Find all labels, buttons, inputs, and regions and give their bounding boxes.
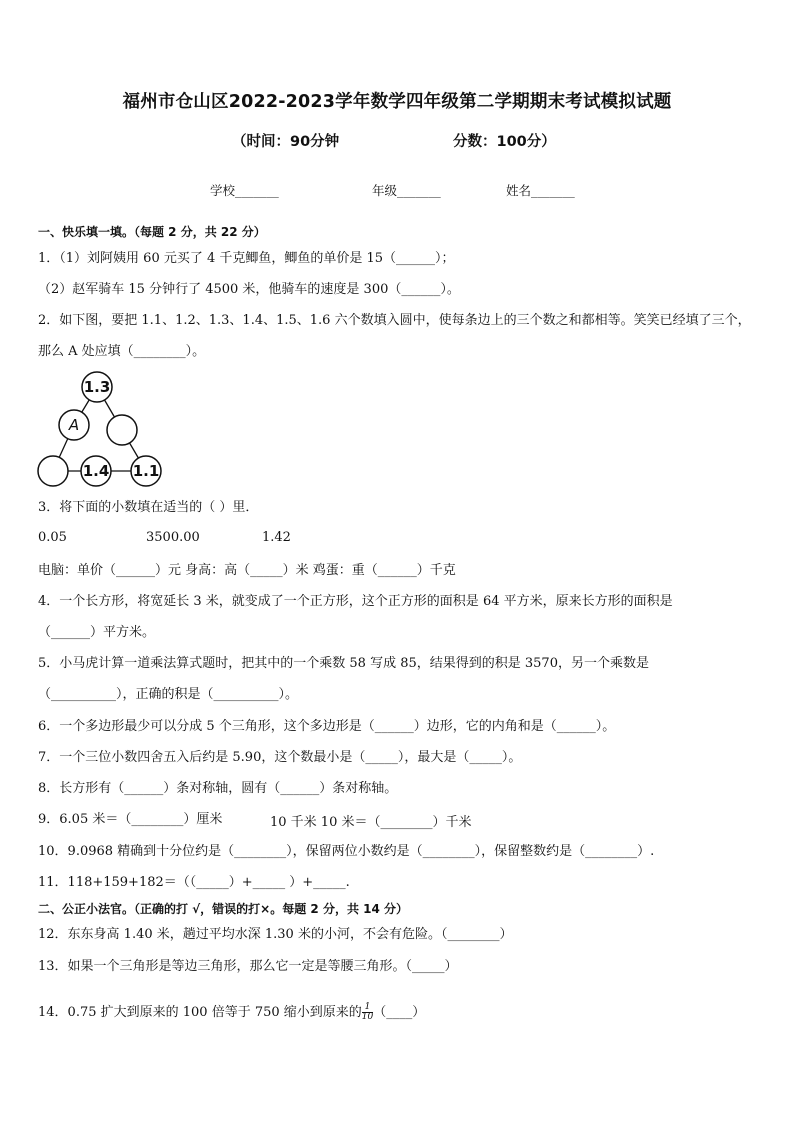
question-12: 12．东东身高 1.40 米，趟过平均水深 1.30 米的小河，不会有危险。（________） bbox=[38, 927, 513, 942]
name-field[interactable]: 姓名_______ bbox=[506, 183, 575, 198]
question-9b: 10 千米 10 米＝（________）千米 bbox=[270, 815, 472, 830]
question-14 bbox=[38, 1003, 425, 1022]
question-4a: 4．一个长方形，将宽延长 3 米，就变成了一个正方形，这个正方形的面积是 64 平方米，原来长方形的面积是 bbox=[38, 594, 673, 609]
grade-field[interactable]: 年级_______ bbox=[372, 183, 441, 198]
fraction-denominator: 10 bbox=[361, 1012, 374, 1022]
question-1a: 1．（1）刘阿姨用 60 元买了 4 千克鲫鱼，鲫鱼的单价是 15（______）； bbox=[38, 251, 455, 266]
question-5b: （__________），正确的积是（__________）。 bbox=[38, 687, 299, 702]
question-2a: 2．如下图，要把 1.1、1.2、1.3、1.4、1.5、1.6 六个数填入圆中，使每条边上的三个数之和都相等。笑笑已经填了三个， bbox=[38, 313, 751, 328]
exam-time: （时间：90分钟 bbox=[232, 134, 340, 150]
fraction-numerator: 1 bbox=[362, 1003, 373, 1013]
question-1b: （2）赵军骑车 15 分钟行了 4500 米，他骑车的速度是 300（______）。 bbox=[38, 282, 460, 297]
question-11: 11．118+159+182＝（（_____）+_____ ）+_____. bbox=[38, 875, 350, 890]
circle-mid-right[interactable] bbox=[107, 415, 137, 445]
label-bottom-mid: 1.4 bbox=[82, 462, 110, 480]
question-10: 10．9.0968 精确到十分位约是（________），保留两位小数约是（________），保留整数约是（________）. bbox=[38, 844, 655, 859]
q3-number-1: 0.05 bbox=[38, 530, 67, 545]
q3-number-2: 3500.00 bbox=[146, 530, 200, 545]
fraction-one-tenth bbox=[362, 1003, 373, 1022]
question-5a: 5．小马虎计算一道乘法算式题时，把其中的一个乘数 58 写成 85，结果得到的积是 3570，另一个乘数是 bbox=[38, 656, 649, 671]
triangle-circle-figure bbox=[36, 370, 166, 490]
question-4b: （______）平方米。 bbox=[38, 625, 156, 640]
question-8: 8．长方形有（______）条对称轴，圆有（______）条对称轴。 bbox=[38, 781, 398, 796]
page-title: 福州市仓山区2022-2023学年数学四年级第二学期期末考试模拟试题 bbox=[122, 92, 672, 112]
label-bottom-right: 1.1 bbox=[132, 462, 160, 480]
circle-bottom-left[interactable] bbox=[38, 456, 68, 486]
question-13: 13．如果一个三角形是等边三角形，那么它一定是等腰三角形。（_____） bbox=[38, 959, 458, 974]
q3-number-3: 1.42 bbox=[262, 530, 291, 545]
question-7: 7．一个三位小数四舍五入后约是 5.90，这个数最小是（_____），最大是（_____）。 bbox=[38, 750, 522, 765]
question-9a: 9．6.05 米＝（________）厘米 bbox=[38, 812, 223, 827]
label-top: 1.3 bbox=[83, 378, 111, 396]
school-field[interactable]: 学校_______ bbox=[210, 183, 279, 198]
section2-heading: 二、公正小法官。（正确的打 √，错误的打×。每题 2 分，共 14 分） bbox=[38, 902, 408, 916]
question-14-blank: （____） bbox=[373, 1005, 426, 1020]
label-a: A bbox=[68, 416, 80, 434]
exam-score: 分数：100分） bbox=[453, 134, 556, 150]
question-3-items: 电脑：单价（______）元 身高：高（_____）米 鸡蛋：重（______）千克 bbox=[38, 563, 456, 578]
question-6: 6．一个多边形最少可以分成 5 个三角形，这个多边形是（______）边形，它的内角和是（______）。 bbox=[38, 719, 616, 734]
section1-heading: 一、快乐填一填。（每题 2 分，共 22 分） bbox=[38, 225, 266, 239]
question-3: 3．将下面的小数填在适当的（ ）里． bbox=[38, 500, 259, 515]
question-14-text: 14．0.75 扩大到原来的 100 倍等于 750 缩小到原来的 bbox=[38, 1005, 362, 1020]
question-2b: 那么 A 处应填（________）。 bbox=[38, 344, 206, 359]
